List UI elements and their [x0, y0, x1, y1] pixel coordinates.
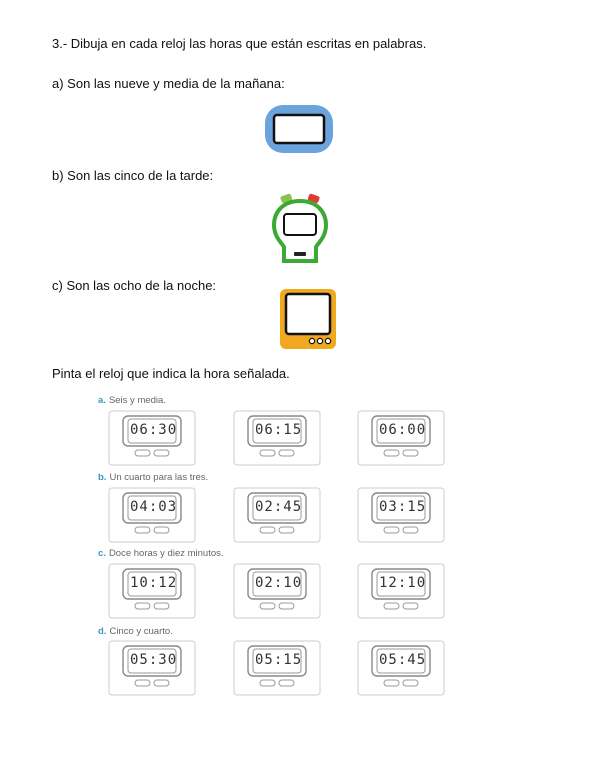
- orange-tv-clock-icon: [279, 288, 337, 352]
- clock-time: 02:45: [255, 499, 303, 515]
- clock-time: 06:00: [379, 422, 427, 438]
- group-d-label: d. Cinco y cuarto.: [98, 626, 173, 637]
- clock-time: 05:45: [379, 652, 427, 668]
- green-stopwatch-icon: [270, 193, 330, 265]
- item-b-label: b) Son las cinco de la tarde:: [52, 168, 214, 183]
- digital-clock[interactable]: [108, 640, 196, 696]
- group-b-label: b. Un cuarto para las tres.: [98, 472, 209, 483]
- digital-clock[interactable]: [108, 563, 196, 619]
- item-c-label: c) Son las ocho de la noche:: [52, 278, 217, 293]
- item-a-label: a) Son las nueve y media de la mañana:: [52, 76, 285, 91]
- clock-time: 06:30: [130, 422, 178, 438]
- clock-time: 04:03: [130, 499, 178, 515]
- clock-time: 10:12: [130, 575, 178, 591]
- clock-time: 05:15: [255, 652, 303, 668]
- digital-clock[interactable]: [233, 563, 321, 619]
- blue-digital-clock-icon: [264, 104, 334, 154]
- group-a-label: a. Seis y media.: [98, 395, 166, 406]
- digital-clock[interactable]: [357, 640, 445, 696]
- digital-clock[interactable]: [357, 487, 445, 543]
- digital-clock[interactable]: [233, 487, 321, 543]
- exercise-heading: 3.- Dibuja en cada reloj las horas que están escritas en palabras.: [52, 36, 427, 51]
- clock-time: 05:30: [130, 652, 178, 668]
- digital-clock[interactable]: [233, 410, 321, 466]
- digital-clock[interactable]: [233, 640, 321, 696]
- clock-time: 03:15: [379, 499, 427, 515]
- digital-clock[interactable]: [108, 410, 196, 466]
- digital-clock[interactable]: [108, 487, 196, 543]
- group-c-label: c. Doce horas y diez minutos.: [98, 548, 224, 559]
- clock-time: 02:10: [255, 575, 303, 591]
- digital-clock[interactable]: [357, 410, 445, 466]
- digital-clock[interactable]: [357, 563, 445, 619]
- instruction-text: Pinta el reloj que indica la hora señalada.: [52, 366, 290, 381]
- clock-time: 12:10: [379, 575, 427, 591]
- clock-time: 06:15: [255, 422, 303, 438]
